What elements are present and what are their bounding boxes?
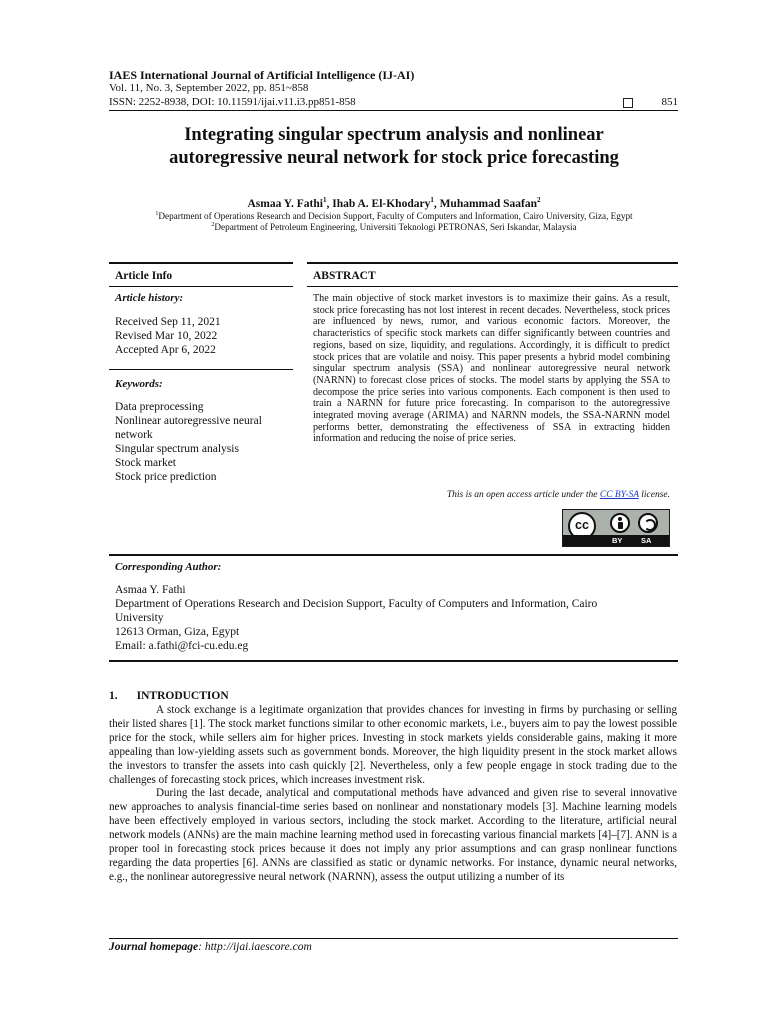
author-list (100, 196, 688, 210)
homepage-label: Journal homepage (109, 941, 199, 953)
paper-title (100, 124, 688, 170)
attribution-icon (610, 513, 630, 533)
by-label: BY (612, 536, 623, 545)
introduction-heading (109, 690, 229, 702)
journal-name: IAES International Journal of Artificial Intelligence (IJ-AI) (109, 68, 415, 82)
body-paragraph: During the last decade, analytical and computational methods have advanced and given rise to several innovative new approaches to analysis financial-time series based on nonlinear and nonstationary models [3]. Machine learning models have been effectively employed in various sectors, including the stock market. According to the literature, artificial neural network models (ANNs) are the main machine learning method used in forecasting various financial markets [4]–[7]. ANN is a proper tool in forecasting stock prices because it does not imply any prior assumptions and can grasp nonlinear functions regarding the data properties [6]. ANNs are classified as static or dynamic networks. For instance, dynamic neural networks, e.g., the nonlinear autoregressive neural network (NARNN), assess the output utilizing a number of its (109, 787, 677, 883)
journal-homepage (109, 941, 312, 953)
history-revised: Revised Mar 10, 2022 (115, 330, 218, 342)
share-alike-arc (644, 519, 656, 531)
keywords-heading: Keywords: (115, 378, 163, 390)
corresponding-name: Asmaa Y. Fathi (115, 584, 186, 596)
introduction-body (109, 704, 677, 885)
abstract-text (313, 293, 670, 445)
affiliation-text: Department of Petroleum Engineering, Universiti Teknologi PETRONAS, Seri Iskandar, Malaysia (214, 222, 577, 233)
person-body (618, 522, 623, 529)
section-number: 1. (109, 690, 118, 702)
corresponding-department: Department of Operations Research and Decision Support, Faculty of Computers and Information, Cairo (115, 598, 598, 610)
abstract-heading: ABSTRACT (313, 270, 376, 282)
header-rule (109, 110, 678, 111)
author-separator: , (326, 197, 333, 210)
author-separator: , (433, 197, 440, 210)
page-number: 851 (661, 96, 678, 108)
corresponding-address: 12613 Orman, Giza, Egypt (115, 626, 240, 638)
article-info-rule (109, 286, 293, 287)
corresponding-bottom-rule (109, 660, 678, 662)
author-name: Muhammad Saafan (439, 197, 538, 210)
cc-letters: cc (575, 518, 589, 532)
abstract-top-rule (307, 262, 678, 264)
author-affiliation-mark: 1 (322, 196, 327, 204)
body-paragraph: A stock exchange is a legitimate organization that provides chances for investing in firms by purchasing or selling their listed shares [1]. The stock market functions similar to other economic markets, i.e., buyers aim to pay the lowest possible price for the stock, while sellers aim for higher prices. Investing in stock markets yields considerable gains, making it more appealing than low-yielding assets such as government bonds. Moreover, the high liquidity present in the stock market allows the investors to transfer the assets into cash quickly [2]. Nevertheless, only a few people engage in stock trading due to the challenges of forecasting stock prices, which increases investment risk. (109, 704, 677, 786)
corresponding-top-rule (109, 554, 678, 556)
affiliation-mark: 2 (211, 222, 215, 228)
corresponding-university: University (115, 612, 164, 624)
affiliation (80, 222, 708, 232)
homepage-link[interactable]: http://ijai.iaescore.com (204, 941, 312, 953)
author-affiliation-mark: 1 (430, 196, 434, 204)
corresponding-heading: Corresponding Author: (115, 561, 222, 573)
homepage-separator: : (198, 941, 205, 953)
open-access-text: This is an open access article under the (446, 490, 600, 500)
corresponding-email: Email: a.fathi@fci-cu.edu.eg (115, 640, 249, 652)
sa-label: SA (641, 536, 652, 545)
article-history-heading: Article history: (115, 292, 184, 304)
share-alike-icon (638, 513, 658, 533)
cc-by-sa-link[interactable]: CC BY-SA (599, 490, 639, 500)
author-name: Asmaa Y. Fathi (247, 197, 323, 210)
keyword: Singular spectrum analysis (115, 443, 239, 455)
history-received: Received Sep 11, 2021 (115, 316, 221, 328)
author-name: Ihab A. El-Khodary (332, 197, 431, 210)
title-line: Integrating singular spectrum analysis and nonlinear (184, 125, 604, 145)
keyword: Nonlinear autoregressive neural (115, 415, 262, 427)
square-bullet-icon (623, 98, 633, 108)
open-access-text: license. (638, 490, 670, 500)
person-head (618, 517, 622, 521)
abstract-paragraph: The main objective of stock market investors is to maximize their gains. As a result, stock price forecasting has not lost interest in recent decades. Nevertheless, stock prices are influenced by news, rumor, and various economic factors. Moreover, the characteristics of specific stock markets can differ significantly between countries and regions, based on size, liquidity, and regulations. Accordingly, it is difficult to predict stock prices that are volatile and noisy. This paper presents a hybrid model combining singular spectrum analysis (SSA) and nonlinear autoregressive neural network (NARNN) to forecast close prices of stocks. The model starts by applying the SSA to decompose the price series into various components. Each component is then used to train a NARNN for future price forecasting. In comparison to the autoregressive integrated moving average (ARIMA) and NARNN models, the SSA-NARNN model performs better, demonstrating the effectiveness of SSA in extracting hidden information and reducing the noise of price series. (313, 293, 670, 445)
abstract-rule (307, 286, 678, 287)
article-info-heading: Article Info (115, 270, 173, 282)
footer-rule (109, 938, 678, 939)
author-affiliation-mark: 2 (537, 196, 541, 204)
keyword: Stock price prediction (115, 471, 217, 483)
journal-volume: Vol. 11, No. 3, September 2022, pp. 851~858 (109, 82, 309, 94)
article-info-top-rule (109, 262, 293, 264)
affiliation-text: Department of Operations Research and Decision Support, Faculty of Computers and Information, Cairo University, Giza, Egypt (158, 211, 633, 222)
keywords-rule (109, 369, 293, 370)
affiliation (80, 211, 708, 221)
history-accepted: Accepted Apr 6, 2022 (115, 344, 216, 356)
open-access-notice (313, 490, 670, 500)
creative-commons-icon[interactable] (562, 509, 670, 547)
keyword: network (115, 429, 153, 441)
keyword: Data preprocessing (115, 401, 204, 413)
title-line: autoregressive neural network for stock price forecasting (169, 148, 619, 168)
keyword: Stock market (115, 457, 176, 469)
journal-issn-doi: ISSN: 2252-8938, DOI: 10.11591/ijai.v11.i3.pp851-858 (109, 96, 356, 108)
affiliation-mark: 1 (155, 211, 159, 217)
section-title: INTRODUCTION (136, 690, 229, 702)
